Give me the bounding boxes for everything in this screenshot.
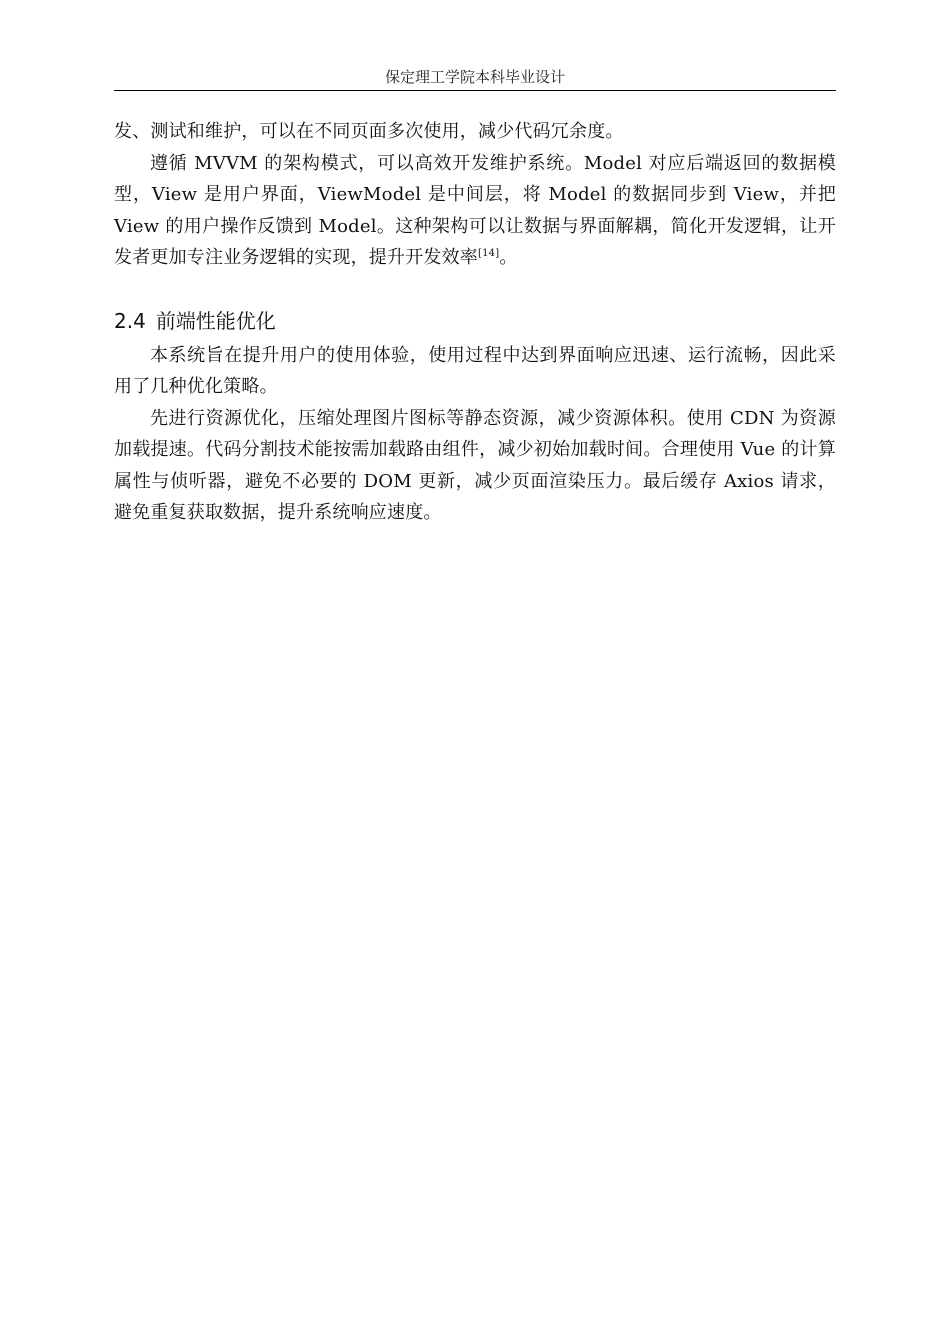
section-paragraph-intro: 本系统旨在提升用户的使用体验，使用过程中达到界面响应迅速、运行流畅，因此采用了几种优化策略。 <box>114 344 836 397</box>
section-paragraph-strategies: 先进行资源优化，压缩处理图片图标等静态资源，减少资源体积。使用 CDN 为资源加载提速。代码分割技术能按需加载路由组件，减少初始加载时间。合理使用 Vue 的计算属性与侦听器，避免不必要的 DOM 更新，减少页面渲染压力。最后缓存 Axios 请求，避免重复获取数据，提升系统响应速度。 <box>114 407 836 523</box>
section-number: 2.4 <box>114 308 146 333</box>
document-body <box>114 116 836 529</box>
paragraph-mvvm <box>114 148 836 274</box>
citation-reference: [14] <box>478 248 500 259</box>
paragraph-mvvm-text: 遵循 MVVM 的架构模式，可以高效开发维护系统。Model 对应后端返回的数据模型，View 是用户界面，ViewModel 是中间层，将 Model 的数据同步到 View，并把 View 的用户操作反馈到 Model。这种架构可以让数据与界面解耦，简化开发逻辑，让开发者更加专注业务逻辑的实现，提升开发效率 <box>114 152 836 268</box>
paragraph-continuation: 发、测试和维护，可以在不同页面多次使用，减少代码冗余度。 <box>114 121 624 142</box>
paragraph-mvvm-end: 。 <box>499 247 518 268</box>
header-title: 保定理工学院本科毕业设计 <box>384 68 565 86</box>
page-header <box>114 66 836 91</box>
section-title: 前端性能优化 <box>155 308 276 333</box>
section-heading <box>114 304 836 338</box>
